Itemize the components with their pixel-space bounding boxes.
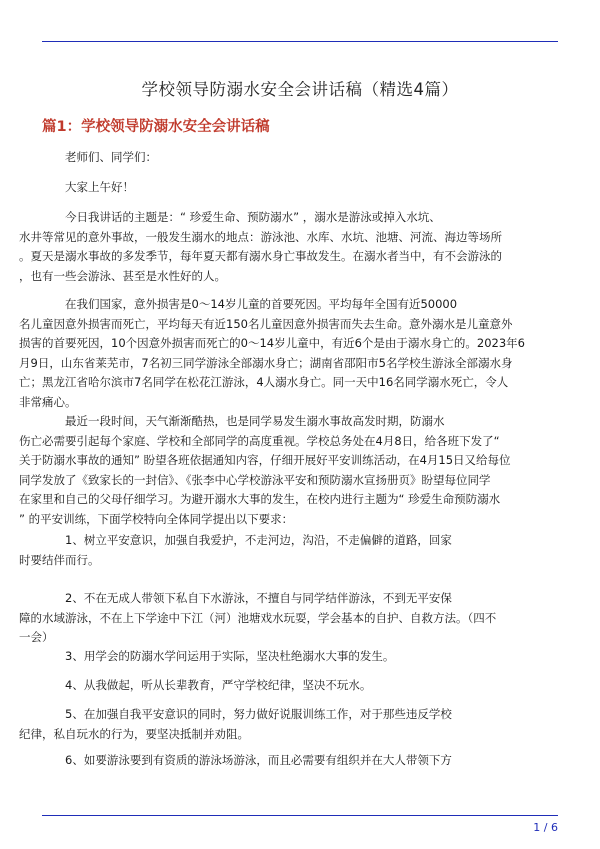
paragraph-line: 时要结伴而行。: [19, 552, 100, 567]
paragraph-line: 最近一段时间，天气渐渐酷热，也是同学易发生溺水事故高发时期，防溺水: [65, 414, 445, 428]
paragraph-line: 2、不在无成人带领下私自下水游泳，不擅自与同学结伴游泳，不到无平安保: [65, 591, 452, 605]
header-rule: [42, 41, 558, 42]
paragraph-line: ” 的平安训练，下面学校特向全体同学提出以下要求：: [19, 511, 294, 526]
page-indicator: 1 / 6: [533, 821, 558, 834]
paragraph-line: ，也有一些会游泳、甚至是水性好的人。: [19, 268, 226, 283]
paragraph: [42, 676, 560, 696]
paragraph-line: 在家里和自己的父母仔细学习。为避开溺水大事的发生，在校内进行主题为“ 珍爱生命预防溺水: [19, 492, 501, 506]
paragraph-line: 大家上午好！: [65, 180, 134, 194]
paragraph-line: 一会）: [19, 630, 54, 644]
document-title: 学校领导防溺水安全会讲话稿（精选4篇）: [141, 80, 459, 99]
paragraph-line: 4、从我做起，听从长辈教育，严守学校纪律，坚决不玩水。: [65, 678, 372, 692]
paragraph: [42, 751, 560, 771]
paragraph-line: 障的水域游泳，不在上下学途中下江（河）池塘戏水玩耍，学会基本的自护、自救方法。（四不: [19, 610, 497, 625]
paragraph: [42, 148, 560, 168]
paragraph: [19, 705, 560, 744]
footer-rule: [42, 815, 558, 816]
paragraph-line: 月9日，山东省莱芜市，7名初三同学游泳全部溺水身亡；湖南省邵阳市5名学校生游泳全部溺水身: [19, 355, 513, 370]
paragraph-line: 非常痛心。: [19, 394, 77, 409]
paragraph-line: 纪律，私自玩水的行为，要坚决抵制并劝阻。: [19, 726, 249, 741]
paragraph: [19, 295, 560, 412]
paragraph-line: 同学发放了《致家长的一封信》、《张李中心学校游泳平安和预防溺水宣扬册页》盼望每位同学: [19, 472, 491, 487]
paragraph: [42, 647, 560, 667]
section-heading: 篇1：学校领导防溺水安全会讲话稿: [42, 119, 270, 135]
paragraph-line: 3、用学会的防溺水学问运用于实际，坚决杜绝溺水大事的发生。: [65, 649, 395, 663]
paragraph-line: 老师们、同学们：: [65, 150, 157, 164]
paragraph-line: 。夏天是溺水事故的多发季节，每年夏天都有溺水身亡事故发生。在溺水者当中，有不会游泳的: [19, 249, 502, 263]
paragraph: [19, 208, 560, 286]
paragraph-line: 水井等常见的意外事故，一般发生溺水的地点：游泳池、水库、水坑、池塘、河流、海边等场所: [19, 229, 502, 244]
paragraph-line: 1、树立平安意识，加强自我爱护，不走河边，沟沿，不走偏僻的道路，回家: [65, 533, 452, 547]
paragraph-line: 5、在加强自我平安意识的同时，努力做好说服训练工作，对于那些违反学校: [65, 707, 452, 721]
paragraph: [19, 589, 560, 648]
paragraph-line: 在我们国家，意外损害是0～14岁儿童的首要死因。平均每年全国有近50000: [65, 297, 458, 311]
paragraph: [19, 531, 560, 570]
paragraph-line: 名儿童因意外损害而死亡，平均每天有近150名儿童因意外损害而失去生命。意外溺水是儿童意外: [19, 316, 513, 331]
paragraph-line: 今日我讲话的主题是：“ 珍爱生命、预防溺水” ，溺水是游泳或掉入水坑、: [65, 210, 441, 224]
paragraph-line: 6、如要游泳要到有资质的游泳场游泳，而且必需要有组织并在大人带领下方: [65, 753, 452, 767]
paragraph-line: 关于防溺水事故的通知” 盼望各班依据通知内容，仔细开展好平安训练活动，在4月15日又给每位: [19, 453, 511, 467]
paragraph-line: 损害的首要死因，10个因意外损害而死亡的0～14岁儿童中，有近6个是由于溺水身亡的。2023年6: [19, 336, 525, 350]
paragraph-line: 伤亡必需要引起每个家庭、学校和全部同学的高度重视。学校总务处在4月8日，给各班下发了“: [19, 433, 500, 448]
paragraph: [42, 178, 560, 198]
paragraph: [19, 412, 560, 529]
paragraph-line: 亡；黑龙江省哈尔滨市7名同学在松花江游泳，4人溺水身亡。同一天中16名同学溺水死亡，令人: [19, 375, 509, 389]
